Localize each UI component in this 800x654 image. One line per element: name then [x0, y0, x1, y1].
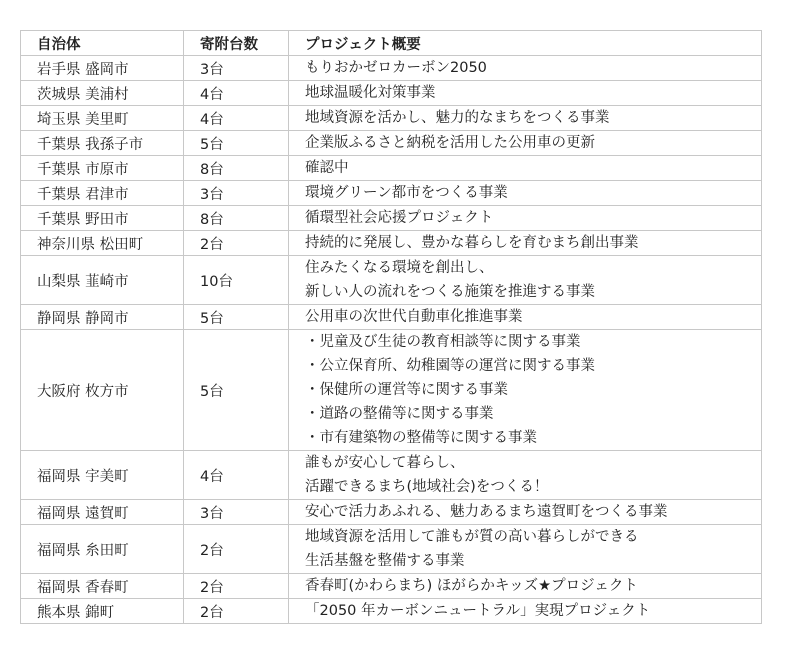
cell-project-summary: [289, 256, 762, 305]
cell-project-summary: [289, 574, 762, 599]
table-row: [21, 525, 762, 574]
cell-donation-count: 2台: [184, 231, 289, 256]
cell-donation-count: 2台: [184, 574, 289, 599]
header-donation-count: 寄附台数: [184, 31, 289, 56]
project-line: 循環型社会応援プロジェクト: [305, 210, 494, 226]
cell-donation-count: 2台: [184, 525, 289, 574]
cell-municipality: 千葉県 君津市: [21, 181, 184, 206]
project-line: 確認中: [305, 160, 349, 176]
cell-project-summary: [289, 231, 762, 256]
cell-municipality: 福岡県 香春町: [21, 574, 184, 599]
cell-project-summary: [289, 305, 762, 330]
cell-municipality: 静岡県 静岡市: [21, 305, 184, 330]
cell-municipality: 福岡県 糸田町: [21, 525, 184, 574]
project-line: 「2050 年カーボンニュートラル」実現プロジェクト: [305, 603, 651, 619]
project-line: ・児童及び生徒の教育相談等に関する事業: [305, 334, 581, 350]
cell-municipality: 福岡県 宇美町: [21, 451, 184, 500]
project-line: 安心で活力あふれる、魅力あるまち遠賀町をつくる事業: [305, 504, 668, 520]
project-line: 地球温暖化対策事業: [305, 85, 436, 101]
table-row: [21, 181, 762, 206]
cell-donation-count: 5台: [184, 305, 289, 330]
project-line: ・道路の整備等に関する事業: [305, 406, 494, 422]
cell-donation-count: 3台: [184, 181, 289, 206]
project-line: 公用車の次世代自動車化推進事業: [305, 309, 523, 325]
cell-municipality: 埼玉県 美里町: [21, 106, 184, 131]
table-row: [21, 305, 762, 330]
project-line: 地域資源を活用して誰もが質の高い暮らしができる: [305, 529, 639, 545]
table-row: [21, 599, 762, 624]
cell-donation-count: 4台: [184, 451, 289, 500]
header-municipality: 自治体: [21, 31, 184, 56]
cell-municipality: 熊本県 錦町: [21, 599, 184, 624]
table-row: [21, 81, 762, 106]
project-line: 生活基盤を整備する事業: [305, 553, 465, 569]
table-body: [21, 56, 762, 624]
table-row: [21, 451, 762, 500]
table-header-row: [21, 31, 762, 56]
table-row: [21, 574, 762, 599]
table-row: [21, 131, 762, 156]
project-line: ・市有建築物の整備等に関する事業: [305, 430, 537, 446]
table-row: [21, 56, 762, 81]
cell-donation-count: 8台: [184, 156, 289, 181]
cell-municipality: 千葉県 野田市: [21, 206, 184, 231]
cell-project-summary: [289, 500, 762, 525]
project-line: ・公立保育所、幼稚園等の運営に関する事業: [305, 358, 595, 374]
cell-donation-count: 5台: [184, 330, 289, 451]
cell-project-summary: [289, 81, 762, 106]
cell-donation-count: 10台: [184, 256, 289, 305]
cell-project-summary: [289, 56, 762, 81]
cell-project-summary: [289, 599, 762, 624]
cell-donation-count: 3台: [184, 500, 289, 525]
cell-municipality: 岩手県 盛岡市: [21, 56, 184, 81]
cell-donation-count: 2台: [184, 599, 289, 624]
cell-donation-count: 3台: [184, 56, 289, 81]
cell-municipality: 茨城県 美浦村: [21, 81, 184, 106]
cell-project-summary: [289, 106, 762, 131]
table-row: [21, 206, 762, 231]
cell-project-summary: [289, 131, 762, 156]
table-row: [21, 106, 762, 131]
cell-municipality: 神奈川県 松田町: [21, 231, 184, 256]
cell-project-summary: [289, 156, 762, 181]
table-row: [21, 231, 762, 256]
cell-donation-count: 4台: [184, 81, 289, 106]
cell-municipality: 山梨県 韮崎市: [21, 256, 184, 305]
project-line: ・保健所の運営等に関する事業: [305, 382, 508, 398]
project-line: 住みたくなる環境を創出し、: [305, 260, 494, 276]
cell-municipality: 千葉県 市原市: [21, 156, 184, 181]
project-line: 香春町(かわらまち) ほがらかキッズ★プロジェクト: [305, 578, 638, 594]
cell-municipality: 福岡県 遠賀町: [21, 500, 184, 525]
cell-project-summary: [289, 330, 762, 451]
cell-donation-count: 4台: [184, 106, 289, 131]
project-line: 持続的に発展し、豊かな暮らしを育むまち創出事業: [305, 235, 639, 251]
project-line: 活躍できるまち(地域社会)をつくる！: [305, 479, 549, 495]
cell-project-summary: [289, 206, 762, 231]
donation-table: [20, 30, 762, 624]
table-row: [21, 500, 762, 525]
table-row: [21, 256, 762, 305]
project-line: 誰もが安心して暮らし、: [305, 455, 465, 471]
donation-table-container: [20, 30, 761, 624]
cell-project-summary: [289, 181, 762, 206]
project-line: 企業版ふるさと納税を活用した公用車の更新: [305, 135, 595, 151]
table-row: [21, 330, 762, 451]
cell-municipality: 千葉県 我孫子市: [21, 131, 184, 156]
cell-donation-count: 8台: [184, 206, 289, 231]
header-project-summary: プロジェクト概要: [289, 31, 762, 56]
table-row: [21, 156, 762, 181]
cell-project-summary: [289, 525, 762, 574]
project-line: 新しい人の流れをつくる施策を推進する事業: [305, 284, 595, 300]
project-line: 地域資源を活かし、魅力的なまちをつくる事業: [305, 110, 610, 126]
project-line: もりおかゼロカーボン2050: [305, 60, 487, 76]
cell-donation-count: 5台: [184, 131, 289, 156]
cell-project-summary: [289, 451, 762, 500]
cell-municipality: 大阪府 枚方市: [21, 330, 184, 451]
project-line: 環境グリーン都市をつくる事業: [305, 185, 508, 201]
